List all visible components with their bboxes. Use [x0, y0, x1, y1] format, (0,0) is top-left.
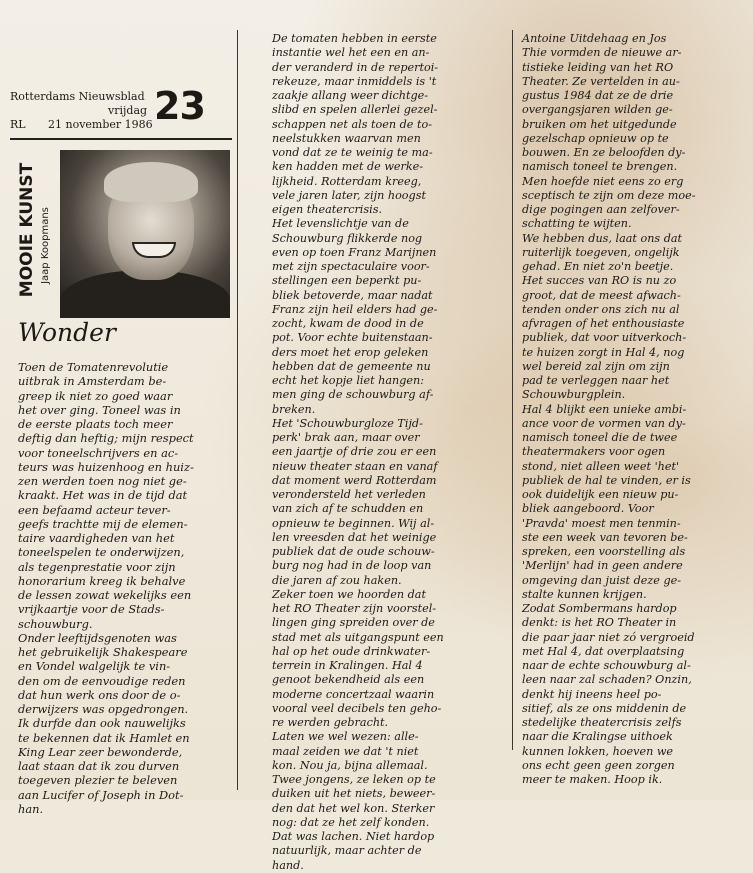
newspaper-name: Rotterdams Nieuwsblad	[10, 90, 145, 103]
text-line: tistieke leiding van het RO	[522, 60, 674, 74]
text-line: spreken, een voorstelling als	[522, 545, 686, 558]
text-line: We hebben dus, laat ons dat	[522, 231, 683, 245]
text-line: gehad. En niet zo'n beetje.	[522, 260, 674, 273]
text-line: publiek de hal te vinden, er is	[522, 473, 691, 487]
text-line: den dat het wel kon. Sterker	[272, 801, 435, 815]
text-line: dige pogingen aan zelfover-	[522, 203, 680, 216]
text-line: ken hadden met de werke-	[272, 160, 424, 174]
article-headline: Wonder	[18, 318, 116, 347]
text-line: maal zeiden we dat 't niet	[272, 744, 419, 758]
text-line: schouwburg.	[18, 616, 93, 631]
text-line: zen werden toen nog niet ge-	[18, 474, 187, 488]
text-line: hal op het oude drinkwater-	[272, 644, 431, 658]
text-line: honorarium kreeg ik behalve	[18, 573, 186, 588]
text-line: afvragen of het enthousiaste	[522, 317, 685, 330]
text-line: lijkheid. Rotterdam kreeg,	[272, 174, 422, 188]
text-line: 'Pravda' moest men tenmin-	[522, 516, 681, 530]
text-line: Zodat Sombermans hardop	[522, 602, 677, 615]
text-line: namisch toneel die de twee	[522, 431, 678, 444]
text-line: pot. Voor echte buitenstaan-	[272, 331, 433, 345]
text-line: derwijzers was opgedrongen.	[18, 702, 189, 716]
text-line: Zeker toen we hoorden dat	[272, 587, 426, 601]
text-line: denkt hij ineens heel po-	[522, 687, 662, 701]
text-line: Toen de Tomatenrevolutie	[18, 360, 169, 374]
text-line: met Hal 4, dat overplaatsing	[522, 644, 685, 658]
body-column-1	[18, 360, 194, 816]
text-line: die paar jaar niet zó vergroeid	[522, 630, 695, 644]
masthead-rule	[10, 138, 232, 140]
rubric-label: MOOIE KUNST	[17, 162, 37, 298]
text-line: opnieuw te beginnen. Wij al-	[272, 516, 435, 530]
text-line: genoot bekendheid als een	[272, 673, 425, 687]
text-line: het RO Theater zijn voorstel-	[272, 602, 437, 615]
text-line: Ik durfde dan ook nauwelijks	[18, 716, 186, 731]
text-line: omgeving dan juist deze ge-	[522, 573, 682, 587]
text-line: naar die Kralingse uithoek	[522, 730, 673, 744]
text-line: het gebruikelijk Shakespeare	[18, 645, 188, 659]
text-line: geefs trachtte mij de elemen-	[18, 516, 188, 531]
text-line: hand.	[272, 858, 304, 872]
text-line: terrein in Kralingen. Hal 4	[272, 659, 423, 672]
text-line: Thie vormden de nieuwe ar-	[522, 46, 682, 60]
body-column-3	[522, 32, 696, 787]
text-line: de lessen zowat wekelijks een	[18, 588, 192, 602]
text-line: die jaren af zou haken.	[272, 573, 402, 587]
text-line: bliek aangeboord. Voor	[522, 502, 654, 516]
text-line: ruiterlijk toegeven, ongelijk	[522, 245, 680, 259]
text-line: natuurlijk, maar achter de	[272, 844, 422, 858]
text-line: toneelspelen te onderwijzen,	[18, 545, 185, 560]
text-line: vele jaren later, zijn hoogst	[272, 188, 426, 202]
text-line: pad te verleggen naar het	[522, 374, 670, 387]
text-line: bouwen. En ze beloofden dy-	[522, 146, 686, 159]
text-line: kraakt. Het was in de tijd dat	[18, 488, 188, 503]
text-line: De tomaten hebben in eerste	[272, 32, 437, 45]
text-line: nieuw theater staan en vanaf	[272, 459, 438, 473]
text-line: namisch toneel te brengen.	[522, 160, 678, 174]
text-line: laat staan dat ik zou durven	[18, 759, 180, 773]
text-line: dat moment werd Rotterdam	[272, 473, 437, 487]
text-line: publiek dat de oude schouw-	[272, 545, 435, 558]
photo-hair	[104, 162, 198, 202]
text-line: stad met als uitgangspunt een	[272, 630, 444, 644]
text-line: toegeven plezier te beleven	[18, 773, 178, 788]
text-line: Franz zijn heil elders had ge-	[272, 302, 438, 316]
text-line: bliek betoverde, maar nadat	[272, 288, 433, 302]
column-divider-2	[512, 30, 513, 750]
text-line: tenden onder ons zich nu al	[522, 302, 680, 316]
text-line: ste een week van tevoren be-	[522, 530, 688, 544]
byline	[36, 180, 54, 310]
text-line: van zich af te schudden en	[272, 502, 424, 516]
text-line: re werden gebracht.	[272, 716, 389, 729]
text-line: schappen net als toen de to-	[272, 117, 432, 131]
text-line: de eerste plaats toch meer	[18, 417, 173, 431]
text-line: denkt: is het RO Theater in	[522, 616, 677, 630]
text-line: sceptisch te zijn om deze moe-	[522, 188, 696, 202]
text-line: kunnen lokken, hoeven we	[522, 744, 674, 758]
text-line: kon. Nou ja, bijna allemaal.	[272, 758, 428, 772]
text-line: aan Lucifer of Joseph in Dot-	[18, 787, 184, 802]
text-line: vrijkaartje voor de Stads-	[18, 602, 165, 617]
text-line: nog: dat ze het zelf konden.	[272, 815, 430, 829]
text-line: Men hoefde niet eens zo erg	[522, 174, 684, 188]
text-line: len vreesden dat het weinige	[272, 530, 437, 544]
text-line: lingen ging spreiden over de	[272, 616, 435, 630]
text-line: stalte kunnen krijgen.	[522, 587, 647, 601]
text-line: schatting te wijten.	[522, 217, 632, 231]
text-line: Laten we wel wezen: alle-	[272, 730, 419, 744]
text-line: duiken uit het niets, beweer-	[272, 787, 436, 801]
text-line: leen naar zal schaden? Onzin,	[522, 673, 692, 687]
body-column-2	[272, 32, 444, 873]
text-line: dat hun werk ons door de o-	[18, 687, 181, 702]
text-line: Het levenslichtje van de	[272, 217, 409, 231]
text-line: te huizen zorgt in Hal 4, nog	[522, 345, 685, 359]
column-divider-1	[237, 30, 238, 790]
text-line: teurs was huizenhoog en huiz-	[18, 459, 194, 474]
text-line: zocht, kwam de dood in de	[272, 317, 424, 330]
text-line: echt het kopje liet hangen:	[272, 374, 425, 387]
author-photo	[60, 150, 230, 318]
text-line: ook duidelijk een nieuw pu-	[522, 488, 679, 501]
text-line: den om de eenvoudige reden	[18, 673, 186, 688]
text-line: gezelschap opnieuw op te	[522, 131, 669, 145]
text-line: verondersteld het verleden	[272, 488, 426, 501]
text-line: sitief, als ze ons middenin de	[522, 701, 687, 715]
text-line: wel bereid zal zijn om zijn	[522, 359, 670, 373]
text-line: greep ik niet zo goed waar	[18, 388, 173, 403]
text-line: neelstukken waarvan men	[272, 131, 421, 145]
text-line: eigen theatercrisis.	[272, 203, 383, 216]
text-line: Twee jongens, ze leken op te	[272, 773, 436, 786]
text-line: Onder leeftijdsgenoten was	[18, 630, 177, 645]
text-line: Schouwburg flikkerde nog	[272, 231, 423, 245]
edition-code: RL	[10, 118, 26, 131]
text-line: ders moet het erop geleken	[272, 345, 429, 359]
text-line: stellingen een beperkt pu-	[272, 274, 422, 288]
text-line: Het succes van RO is nu zo	[522, 274, 677, 288]
text-line: hebben dat de gemeente nu	[272, 359, 431, 373]
text-line: even op toen Franz Marijnen	[272, 245, 437, 259]
text-line: ons echt geen geen zorgen	[522, 758, 675, 772]
text-line: rekeuze, maar inmiddels is 't	[272, 74, 437, 88]
text-line: breken.	[272, 402, 316, 416]
text-line: Dat was lachen. Niet hardop	[272, 830, 435, 843]
text-line: en Vondel walgelijk te vin-	[18, 659, 171, 674]
publication-date: 21 november 1986	[48, 118, 153, 131]
text-line: met zijn spectaculaire voor-	[272, 260, 430, 273]
text-line: een jaartje of drie zou er een	[272, 445, 437, 459]
text-line: uitbrak in Amsterdam be-	[18, 374, 167, 389]
text-line: vond dat ze te weinig te ma-	[272, 146, 433, 159]
text-line: King Lear zeer bewonderde,	[18, 744, 183, 759]
text-line: perk' brak aan, maar over	[272, 431, 420, 444]
text-line: overgangsjaren wilden ge-	[522, 103, 673, 117]
text-line: als tegenprestatie voor zijn	[18, 559, 176, 574]
text-line: naar de echte schouwburg al-	[522, 659, 691, 672]
text-line: men ging de schouwburg af-	[272, 388, 434, 402]
text-line: 'Merlijn' had in geen andere	[522, 559, 683, 573]
weekday: vrijdag	[108, 104, 148, 117]
text-line: moderne concertzaal waarin	[272, 687, 435, 701]
text-line: theatermakers voor ogen	[522, 445, 666, 459]
text-line: Hal 4 blijkt een unieke ambi-	[522, 402, 687, 416]
text-line: publiek, dat voor uitverkoch-	[522, 331, 687, 345]
text-line: deftig dan heftig; mijn respect	[18, 431, 194, 446]
text-line: meer te maken. Hoop ik.	[522, 773, 663, 786]
text-line: stedelijke theatercrisis zelfs	[522, 716, 682, 729]
text-line: het over ging. Toneel was in	[18, 402, 181, 417]
text-line: zaakje allang weer dichtge-	[272, 89, 429, 102]
text-line: Theater. Ze vertelden in au-	[522, 74, 680, 88]
page-number: 23	[154, 84, 205, 128]
text-line: vooral veel decibels ten geho-	[272, 701, 442, 715]
text-line: der veranderd in de repertoi-	[272, 60, 439, 74]
text-line: stond, niet alleen weet 'het'	[522, 459, 680, 473]
text-line: voor toneelschrijvers en ac-	[18, 445, 179, 460]
text-line: taire vaardigheden van het	[18, 531, 175, 545]
text-line: Antoine Uitdehaag en Jos	[522, 32, 667, 45]
text-line: groot, dat de meest afwach-	[522, 288, 681, 302]
text-line: Het 'Schouwburgloze Tijd-	[272, 416, 423, 430]
text-line: te bekennen dat ik Hamlet en	[18, 730, 190, 745]
text-line: Schouwburgplein.	[522, 388, 626, 402]
text-line: slibd en spelen allerlei gezel-	[272, 103, 438, 117]
text-line: bruiken om het uitgedunde	[522, 117, 677, 131]
text-line: gustus 1984 dat ze de drie	[522, 89, 674, 102]
masthead	[10, 84, 232, 138]
text-line: han.	[18, 801, 44, 816]
author-name: Jaap Koopmans	[39, 206, 51, 284]
text-line: een befaamd acteur tever-	[18, 502, 171, 517]
text-line: ance voor de vormen van dy-	[522, 416, 686, 430]
text-line: burg nog had in de loop van	[272, 559, 432, 573]
text-line: instantie wel het een en an-	[272, 46, 430, 60]
